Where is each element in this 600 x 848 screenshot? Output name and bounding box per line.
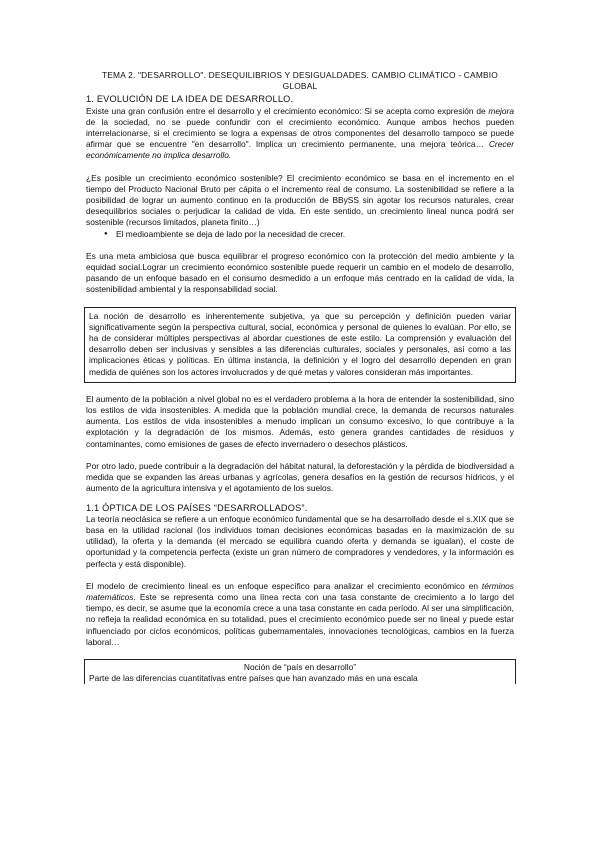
paragraph-1 bbox=[86, 106, 514, 162]
paragraph-7 bbox=[86, 581, 514, 648]
paragraph-1-text-a: Existe una gran confusión entre el desarrollo y el crecimiento económico: Si se acepta como expresión de bbox=[86, 105, 489, 116]
document-title: TEMA 2. "DESARROLLO". DESEQUILIBRIOS Y DESIGUALDADES. CAMBIO CLIMÁTICO - CAMBIO GLOBAL bbox=[101, 70, 499, 92]
paragraph-1-emphasis-mejora: mejora bbox=[488, 105, 514, 116]
paragraph-6: La teoría neoclásica se refiere a un enfoque económico fundamental que se ha desarrollado desde el s.XIX que se basa en la utilidad racional (los individuos toman decisiones económicas basadas en la maximización de su utilidad), la oferta y la demanda (el mercado se equilibra cuando oferta y demanda se igualan), el coste de oportunidad y la competencia perfecta (existe un gran número de compradores y vendedores, y la información es perfecta y está disponible). bbox=[86, 513, 514, 569]
boxed-note-title: Noción de “país en desarrollo” bbox=[243, 661, 357, 672]
bullet-item: ● El medioambiente se deja de lado por la necesidad de crecer. bbox=[116, 229, 514, 240]
paragraph-3: Es una meta ambiciosa que busca equilibrar el progreso económico con la protección del medio ambiente y la equidad social.Lograr un crecimiento económico sostenible puede requerir un cambio en el modelo de desarrollo, pasando de un enfoque basado en el consumo desmedido a un enfoque más centrado en la calidad de vida, la sostenibilidad ambiental y la responsabilidad social. bbox=[86, 250, 514, 295]
paragraph-7-emphasis: términos matemáticos bbox=[86, 580, 514, 602]
paragraph-4: El aumento de la población a nivel global no es el verdadero problema a la hora de entender la sostenibilidad, sino los estilos de vida insostenibles. A medida que la población mundial crece, la demanda de recursos naturales aumenta. Los estilos de vida insostenibles a menudo implican un consumo excesivo, lo que contribuye a la explotación y la degradación de los mismos. Además, esto genera grandes cantidades de residuos y contaminantes, como emisiones de gases de efecto invernadero o desechos plásticos. bbox=[86, 393, 514, 449]
document-body bbox=[86, 70, 514, 684]
paragraph-1-text-b: de la sociedad, no se puede confundir con el crecimiento económico. Aunque ambos hechos pueden interrelacionarse, si el crecimiento se logra a expensas de otros componentes del desarrollo tampoco se puede afirmar que se encuentre "en desarrollo". Implica un crecimiento permanente, una mejora teórica… bbox=[86, 116, 514, 150]
boxed-note-developing-country bbox=[84, 659, 516, 684]
boxed-note-text-2: Parte de las diferencias cuantitativas entre países que han avanzado más en una escala bbox=[89, 673, 418, 684]
section-heading-1: 1. EVOLUCIÓN DE LA IDEA DE DESARROLLO. bbox=[86, 94, 294, 105]
paragraph-2: ¿Es posible un crecimiento económico sostenible? El crecimiento económico se basa en el incremento en el tiempo del Producto Nacional Bruto per cápita o el incremento real de consumo. La sostenibilidad se refiere a la posibilidad de lograr un aumento continuo en la producción de BBySS sin agotar los recursos naturales, crear desequilibrios sociales o perjudicar la calidad de vida. En este sentido, un crecimiento lineal nunca podrá ser sostenible (recursos limitados, planeta finito…) bbox=[86, 172, 514, 228]
boxed-note-text: La noción de desarrollo es inherentemente subjetiva, ya que su percepción y definición pueden variar significativamente según la perspectiva cultural, social, económica y personal de quienes lo evalúan. Por ello, se ha de considerar múltiples perspectivas al abordar cuestiones de este estilo. La comprensión y evaluación del desarrollo deben ser inclusivas y sensibles a las diferencias culturales, sociales y personales, así como a las implicaciones éticas y políticas. En última instancia, la definición y el logro del desarrollo dependen en gran medida de quiénes son los actores involucrados y de qué metas y valores consideran más importantes. bbox=[89, 310, 511, 377]
boxed-note-development bbox=[84, 307, 516, 383]
paragraph-5: Por otro lado, puede contribuir a la degradación del hábitat natural, la deforestación y la pérdida de biodiversidad a medida que se expanden las áreas urbanas y agrícolas, genera desafíos en la gestión de recursos hídricos, y el aumento de la agricultura intensiva y el agotamiento de los suelos. bbox=[86, 460, 514, 494]
section-heading-1-1: 1.1 ÓPTICA DE LOS PAÍSES “DESARROLLADOS”. bbox=[86, 502, 308, 513]
paragraph-7-text-a: El modelo de crecimiento lineal es un enfoque específico para analizar el crecimiento económico en bbox=[86, 580, 482, 591]
paragraph-7-text-b: . Este se representa como una línea recta con una tasa constante de crecimiento a lo largo del tiempo, es decir, se asume que la economía crece a una tasa constante en cada período. Al ser una simplificación, no refleja la realidad económica en su totalidad, pues el crecimiento económico puede ser no lineal y puede estar influenciado por ciclos económicos, políticas gubernamentales, innovaciones tecnológicas, cambios en la fuerza laboral… bbox=[86, 591, 514, 647]
bullet-list bbox=[86, 229, 514, 240]
paragraph-1-emphasis-conclusion: Crecer económicamente no implica desarrollo. bbox=[86, 139, 514, 161]
